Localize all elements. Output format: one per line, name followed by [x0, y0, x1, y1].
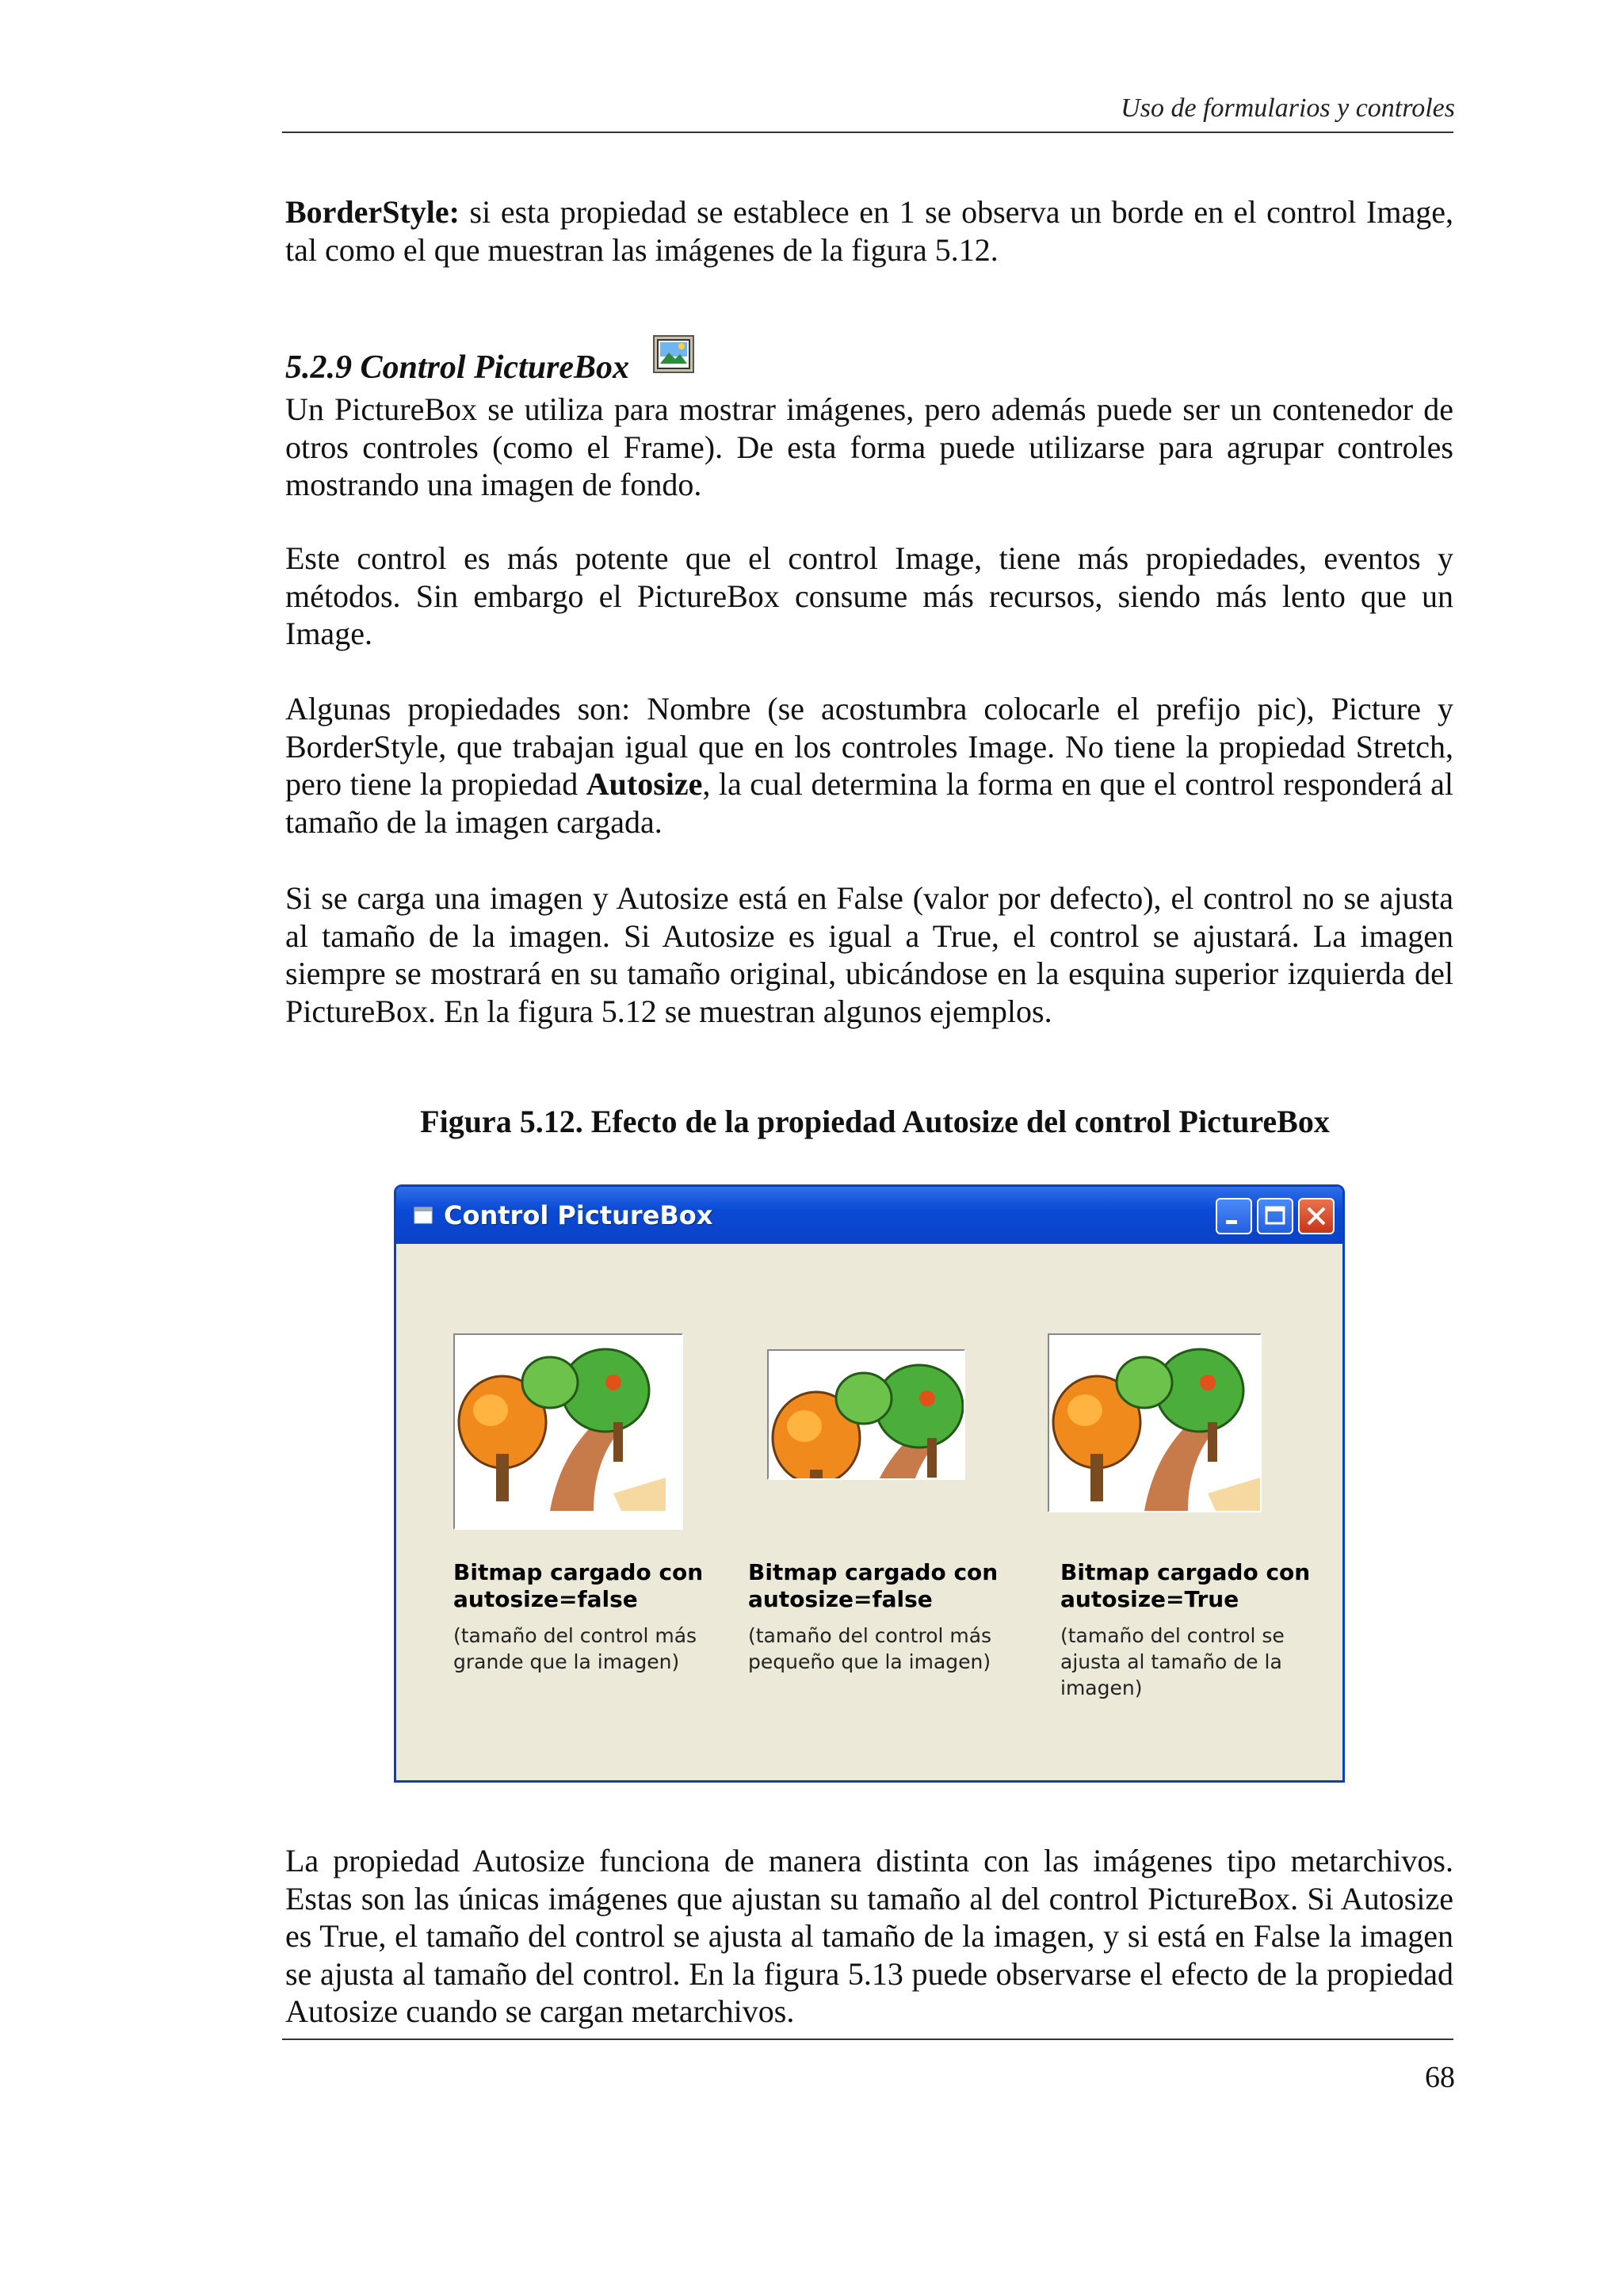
section-heading: [285, 349, 694, 387]
picturebox-large[interactable]: [453, 1333, 683, 1530]
window-controls: [1216, 1198, 1335, 1234]
example-3-desc-3: imagen): [1060, 1676, 1143, 1699]
header-rule: [282, 132, 1453, 133]
footer-rule: [282, 2039, 1453, 2040]
paragraph-borderstyle-text: si esta propiedad se establece en 1 se observa un borde en el control Image, tal como el que muestran las imágenes de la figura 5.12.: [285, 194, 1453, 268]
maximize-icon: [1258, 1199, 1292, 1233]
example-2-desc-1: (tamaño del control más: [748, 1624, 992, 1647]
app-icon: [414, 1207, 433, 1224]
example-3-title-1: Bitmap cargado con: [1060, 1559, 1311, 1585]
example-label-1: [453, 1559, 703, 1675]
paragraph-properties: [285, 690, 1453, 841]
picturebox-autosize[interactable]: [1048, 1333, 1262, 1512]
picturebox-window: [394, 1184, 1345, 1783]
example-1-desc-1: (tamaño del control más: [453, 1624, 697, 1647]
section-title: 5.2.9 Control PictureBox: [285, 349, 630, 386]
minimize-icon: [1217, 1199, 1251, 1233]
page-number: 68: [1425, 2061, 1455, 2094]
figure-caption: Figura 5.12. Efecto de la propiedad Autosize del control PictureBox: [420, 1104, 1330, 1139]
example-label-2: [748, 1559, 998, 1675]
paragraph-properties-text-end: , la cual determina la forma en que el control responderá al tamaño de la imagen cargada.: [285, 766, 1453, 840]
term-borderstyle: BorderStyle:: [285, 194, 460, 230]
picturebox-icon: [653, 335, 694, 373]
paragraph-metafiles: La propiedad Autosize funciona de manera distinta con las imágenes tipo metarchivos. Estas son las únicas imágenes que ajustan su tamaño al del control PictureBox. Si Autosize es True, el tamaño del control se ajusta al tamaño de la imagen, y si está en False la imagen se ajusta al tamaño del control. En la figura 5.13 puede observarse el efecto de la propiedad Autosize cuando se cargan metarchivos.: [285, 1843, 1453, 2029]
running-header: Uso de formularios y controles: [1121, 93, 1455, 123]
paragraph-borderstyle: [285, 193, 1453, 269]
minimize-button[interactable]: [1216, 1198, 1252, 1234]
example-2-desc-2: pequeño que la imagen): [748, 1650, 991, 1673]
paragraph-comparison: Este control es más potente que el control Image, tiene más propiedades, eventos y métodos. Sin embargo el PictureBox consume más recursos, siendo más lento que un Image.: [285, 540, 1453, 651]
example-1-desc-2: grande que la imagen): [453, 1650, 680, 1673]
paragraph-properties-text: Algunas propiedades son: Nombre (se acostumbra colocarle el prefijo pic), Picture y BorderStyle, que trabajan igual que en los controles Image. No tiene la propiedad Stretch, pero tiene la propiedad: [285, 691, 1453, 802]
maximize-button[interactable]: [1257, 1198, 1293, 1234]
example-1-title-2: autosize=false: [453, 1586, 638, 1612]
landscape-image-fit: [1049, 1335, 1260, 1511]
window-title: Control PictureBox: [444, 1200, 713, 1230]
example-3-desc-1: (tamaño del control se: [1060, 1624, 1285, 1647]
example-1-title-1: Bitmap cargado con: [453, 1559, 704, 1585]
landscape-image: [455, 1335, 666, 1511]
paragraph-intro: Un PictureBox se utiliza para mostrar imágenes, pero además puede ser un contenedor de otros controles (como el Frame). De esta forma puede utilizarse para agrupar controles mostrando una imagen de fondo.: [285, 391, 1453, 502]
landscape-image-cropped: [769, 1351, 965, 1480]
term-autosize: Autosize: [586, 766, 703, 802]
window-titlebar[interactable]: [396, 1187, 1342, 1244]
paragraph-autosize: Si se carga una imagen y Autosize está en False (valor por defecto), el control no se ajusta al tamaño de la imagen. Si Autosize es igual a True, el control se ajustará. La imagen siempre se mostrará en su tamaño original, ubicándose en la esquina superior izquierda del PictureBox. En la figura 5.12 se muestran algunos ejemplos.: [285, 880, 1453, 1029]
example-2-title-2: autosize=false: [748, 1586, 933, 1612]
example-3-title-2: autosize=True: [1060, 1586, 1239, 1612]
close-button[interactable]: [1298, 1198, 1335, 1234]
example-3-desc-2: ajusta al tamaño de la: [1060, 1650, 1282, 1673]
picturebox-small[interactable]: [767, 1349, 965, 1480]
close-icon: [1300, 1199, 1333, 1233]
example-2-title-1: Bitmap cargado con: [748, 1559, 999, 1585]
example-label-3: [1060, 1559, 1310, 1701]
